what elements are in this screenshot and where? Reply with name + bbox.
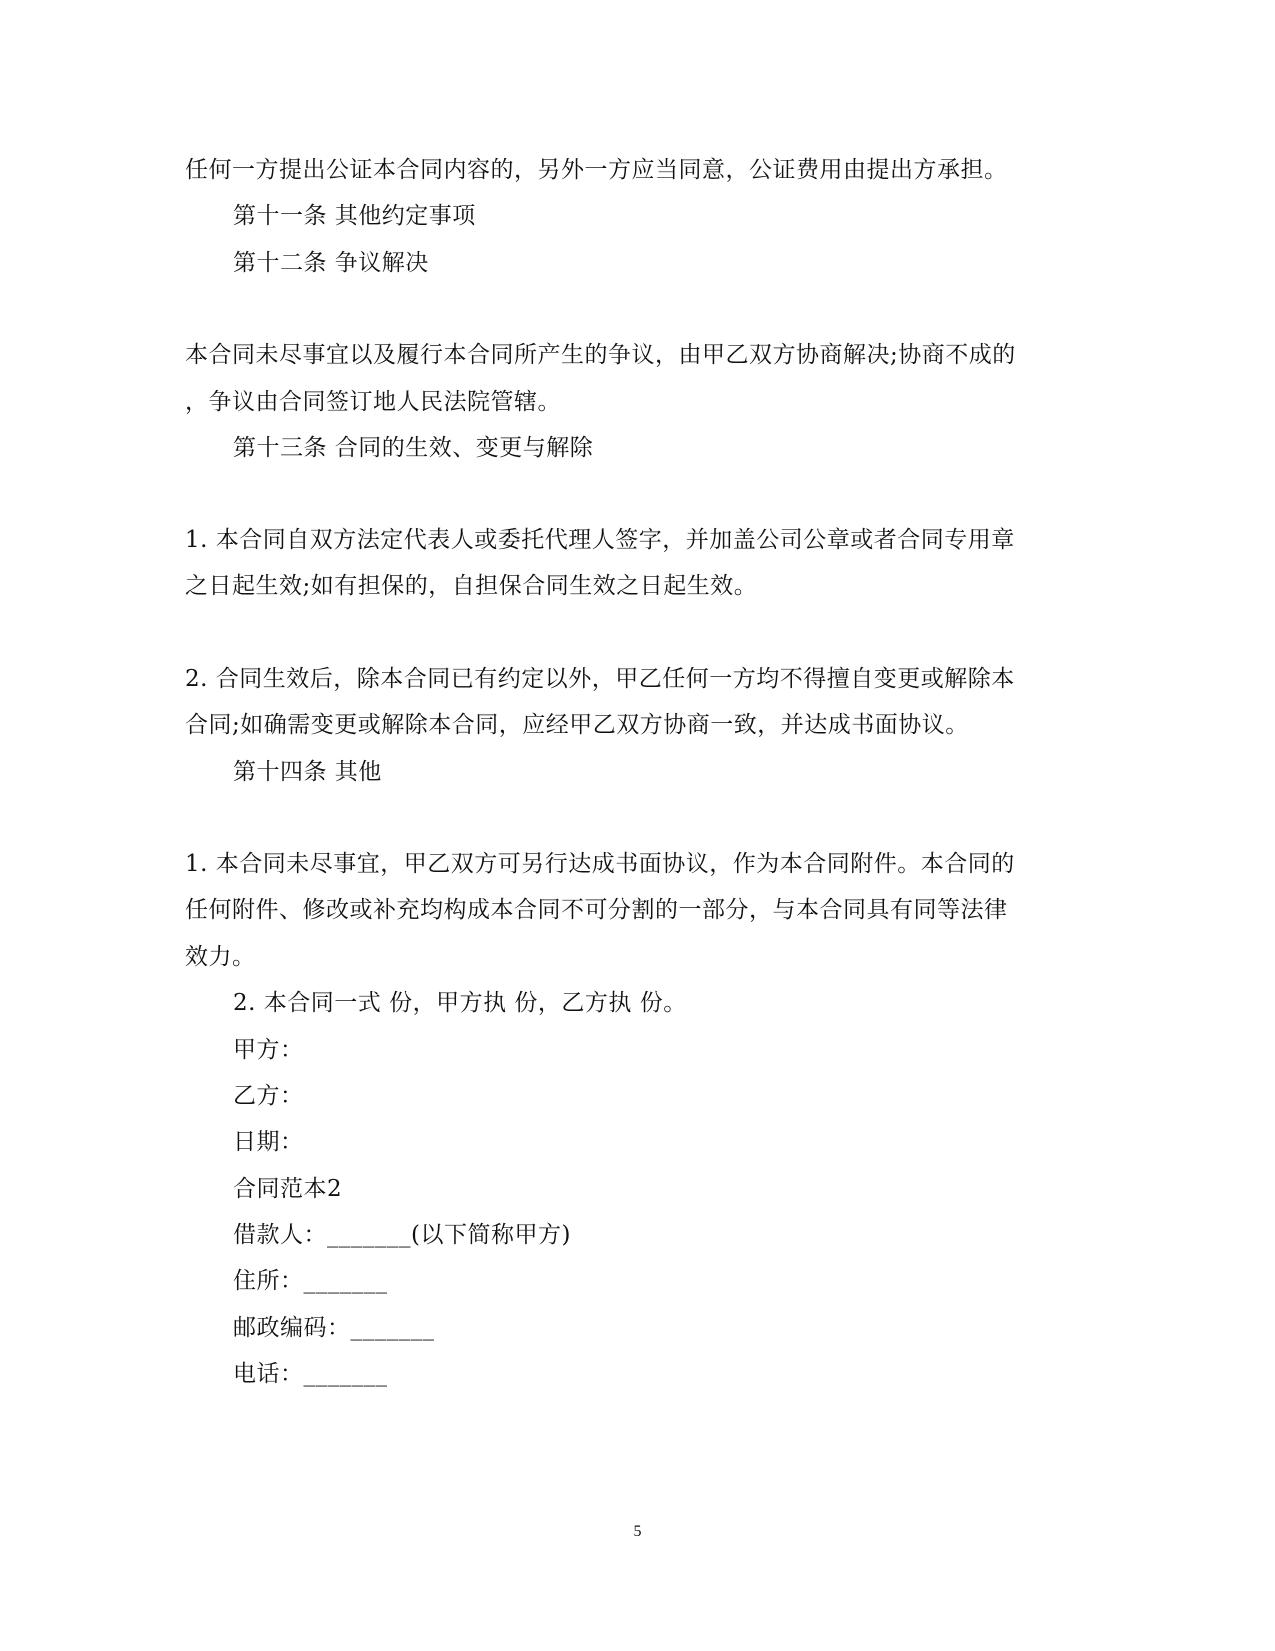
other-1-line-3: 效力。 xyxy=(185,944,256,970)
sample-2-title: 合同范本2 xyxy=(233,1176,343,1202)
disputes-line-2: ，争议由合同签订地人民法院管辖。 xyxy=(185,389,561,415)
page-number: 5 xyxy=(633,1523,642,1540)
phone-field: 电话：_______ xyxy=(233,1361,388,1387)
other-2-line: 2. 本合同一式 份，甲方执 份，乙方执 份。 xyxy=(233,990,687,1016)
postcode-field: 邮政编码：_______ xyxy=(233,1315,435,1341)
article-14-heading: 第十四条 其他 xyxy=(233,759,382,785)
borrower-field: 借款人：_______(以下简称甲方) xyxy=(233,1222,571,1248)
article-11-heading: 第十一条 其他约定事项 xyxy=(233,203,476,229)
article-12-heading: 第十二条 争议解决 xyxy=(233,250,429,276)
disputes-line-1: 本合同未尽事宜以及履行本合同所产生的争议，由甲乙双方协商解决;协商不成的 xyxy=(185,342,1016,368)
other-1-line-2: 任何附件、修改或补充均构成本合同不可分割的一部分，与本合同具有同等法律 xyxy=(185,897,1008,923)
notarization-line-1: 任何一方提出公证本合同内容的，另外一方应当同意，公证费用由提出方承担。 xyxy=(185,157,1008,183)
effect-2-line-1: 2. 合同生效后，除本合同已有约定以外，甲乙任何一方均不得擅自变更或解除本 xyxy=(185,666,1015,692)
article-13-heading: 第十三条 合同的生效、变更与解除 xyxy=(233,435,594,461)
party-b-label: 乙方： xyxy=(233,1083,304,1109)
effect-1-line-2: 之日起生效;如有担保的，自担保合同生效之日起生效。 xyxy=(185,573,758,599)
address-field: 住所：_______ xyxy=(233,1268,388,1294)
effect-1-line-1: 1. 本合同自双方法定代表人或委托代理人签字，并加盖公司公章或者合同专用章 xyxy=(185,527,1015,553)
effect-2-line-2: 合同;如确需变更或解除本合同，应经甲乙双方协商一致，并达成书面协议。 xyxy=(185,712,969,738)
party-a-label: 甲方： xyxy=(233,1037,304,1063)
other-1-line-1: 1. 本合同未尽事宜，甲乙双方可另行达成书面协议，作为本合同附件。本合同的 xyxy=(185,851,1015,877)
date-label: 日期： xyxy=(233,1129,304,1155)
